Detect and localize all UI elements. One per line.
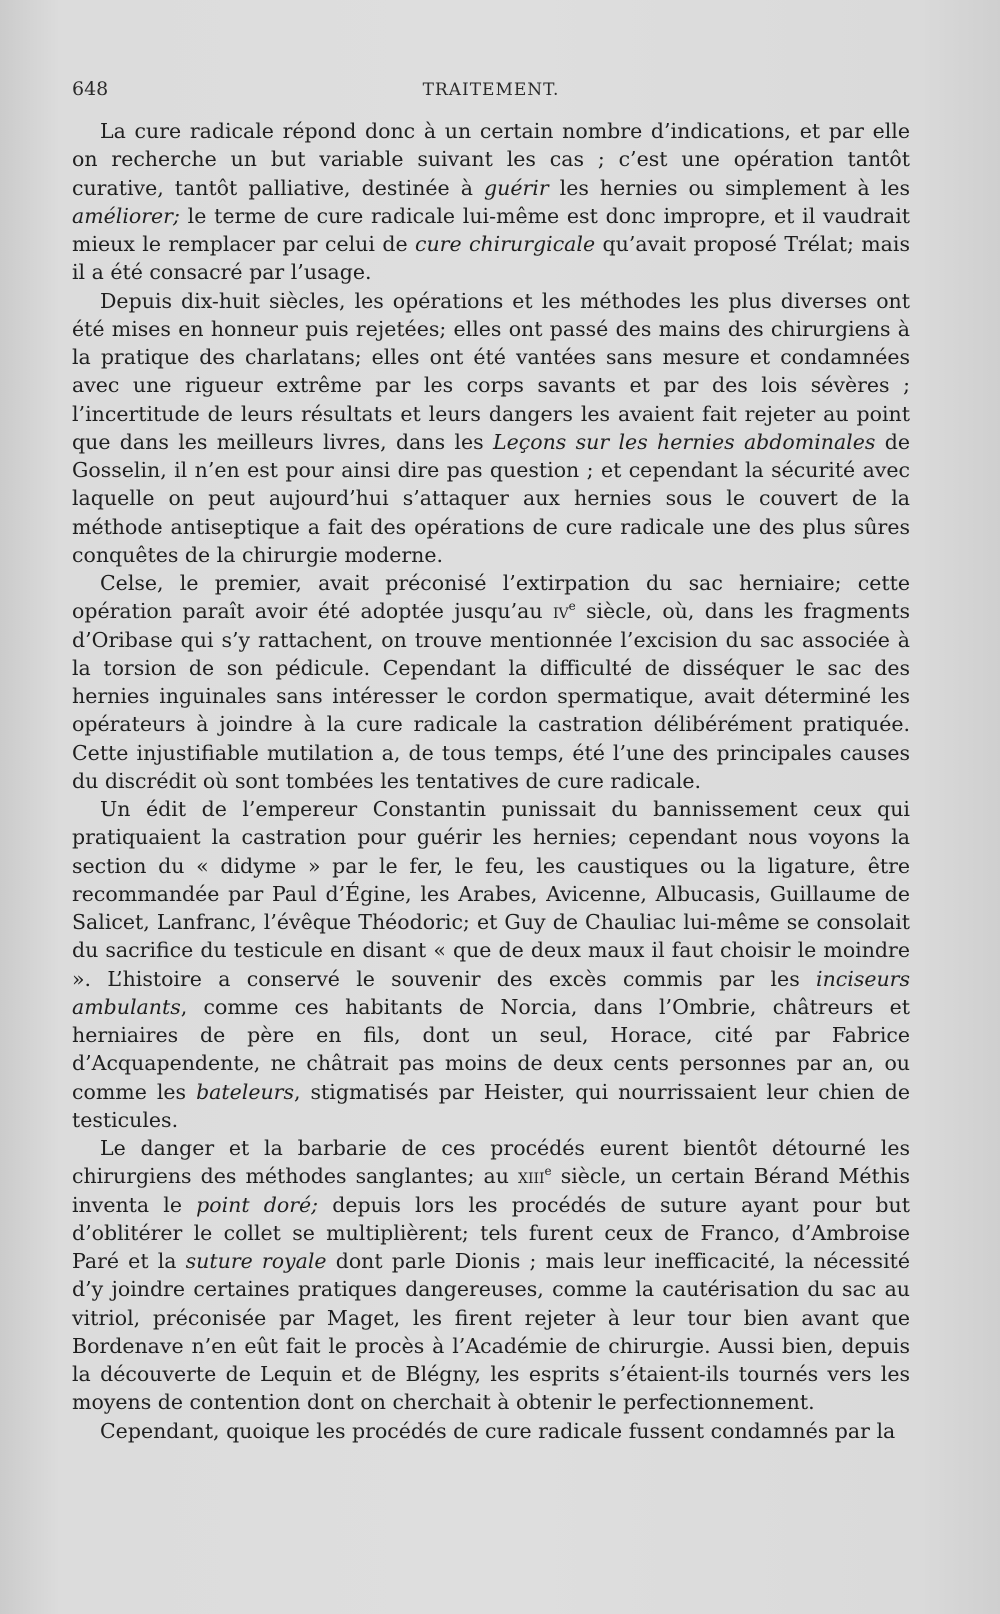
text-run: La cure radicale répond donc à un certain nombre d’indications, et par elle on recherche un but variable suivant les cas ; c’est une opération tantôt curative, tantôt palliative, destinée à — [72, 119, 910, 200]
italic-run: améliorer; — [72, 203, 180, 228]
text-run: Depuis dix-huit siècles, les opérations et les méthodes les plus diverses ont été mises en honneur puis rejetées; elles ont passé des mains des chirurgiens à la pratique des charlatans; elles ont été vantées sans mesure et condamnées avec une rigueur extrême par les corps savants et par des lois sévères ; l’incertitude de leurs résultats et leurs dangers les avaient fait rejeter au point que dans les meilleurs livres, dans les — [72, 288, 910, 454]
text-run: siècle, un certain Bérand Méthis inventa le — [72, 1164, 910, 1217]
text-run: siècle, où, dans les fragments d’Oribase qui s’y rattachent, on trouve mentionnée l’excision du sac associée à la torsion de son pédicule. Cependant la difficulté de disséquer le sac des hernies inguinales sans intéresser le cordon spermatique, avait déterminé les opérateurs à joindre à la cure radicale la castration délibérément pratiquée. Cette injustifiable mutilation a, de tous temps, été l’une des principales causes du discrédit où sont tombées les tentatives de cure radicale. — [72, 599, 910, 793]
body-text — [72, 117, 910, 1445]
roman-numeral: xiii — [517, 1164, 545, 1189]
italic-run: inciseurs ambulants — [72, 966, 910, 1019]
paragraph-4 — [72, 795, 910, 1134]
italic-run: guérir — [484, 175, 549, 200]
paragraph-2 — [72, 287, 910, 570]
page-header — [72, 78, 910, 106]
text-run: Le danger et la barbarie de ces procédés eurent bientôt détourné les chirurgiens des méthodes sanglantes; au — [72, 1136, 910, 1189]
text-run: Cependant, quoique les procédés de cure radicale fussent condamnés par la — [100, 1418, 896, 1443]
text-run: Un édit de l’empereur Constantin punissait du bannissement ceux qui pratiquaient la castration pour guérir les hernies; cependant nous voyons la section du « didyme » par le fer, le feu, les caustiques ou la ligature, être recommandée par Paul d’Égine, les Arabes, Avicenne, Albucasis, Guillaume de Salicet, Lanfranc, l’évêque Théodoric; et Guy de Chauliac lui-même se consolait du sacrifice du testicule en disant « que de deux maux il faut choisir le moindre ». L’histoire a conservé le souvenir des excès commis par les — [72, 797, 910, 991]
italic-run: cure chirurgicale — [414, 232, 596, 256]
text-run: , comme ces habitants de Norcia, dans l’Ombrie, châtreurs et herniaires de père en fils, dont un seul, Horace, cité par Fabrice d’Acquapendente, ne châtrait pas moins de deux cents personnes par an, ou comme les — [72, 994, 910, 1104]
paragraph-1 — [72, 117, 910, 287]
text-run: le terme de cure radicale lui-même est donc impropre, et il vaudrait mieux le remplacer par celui de — [72, 203, 910, 256]
text-run: de Gosselin, il n’en est pour ainsi dire pas question ; et cependant la sécurité avec laquelle on peut aujourd’hui s’attaquer aux hernies sous le couvert de la méthode antiseptique a fait des opérations de cure radicale une des plus sûres conquêtes de la chirurgie moderne. — [72, 429, 910, 567]
paragraph-6 — [72, 1417, 910, 1445]
italic-run: point doré; — [196, 1192, 319, 1217]
text-run: qu’avait proposé Trélat; mais il a été consacré par l’usage. — [72, 232, 910, 285]
italic-run: bateleurs — [196, 1079, 294, 1104]
superscript: e — [568, 599, 576, 614]
paragraph-5 — [72, 1134, 910, 1417]
page-number: 648 — [72, 78, 109, 100]
italic-run: suture royale — [185, 1249, 327, 1273]
text-run: Celse, le premier, avait préconisé l’extirpation du sac herniaire; cette opération paraît avoir été adoptée jusqu’au — [72, 571, 910, 624]
text-run: , stigmatisés par Heister, qui nourrissaient leur chien de testicules. — [72, 1079, 910, 1132]
italic-run: Leçons sur les hernies abdominales — [493, 429, 876, 454]
text-run: depuis lors les procédés de suture ayant pour but d’oblitérer le collet se multiplièrent; tels furent ceux de Franco, d’Ambroise Paré et la — [72, 1192, 910, 1273]
paragraph-3 — [72, 569, 910, 795]
superscript: e — [544, 1164, 552, 1179]
running-title: TRAITEMENT. — [422, 80, 560, 100]
text-run: dont parle Dionis ; mais leur inefficacité, la nécessité d’y joindre certaines pratiques dangereuses, comme la cautérisation du sac au vitriol, préconisée par Maget, les firent rejeter à leur tour bien avant que Bordenave n’en eût fait le procès à l’Académie de chirurgie. Aussi bien, depuis la découverte de Lequin et de Blégny, les esprits s’étaient-ils tournés vers les moyens de contention dont on cherchait à obtenir le perfectionnement. — [72, 1249, 910, 1415]
text-run: les hernies ou simplement à les — [548, 175, 911, 200]
roman-numeral: iv — [552, 599, 569, 624]
